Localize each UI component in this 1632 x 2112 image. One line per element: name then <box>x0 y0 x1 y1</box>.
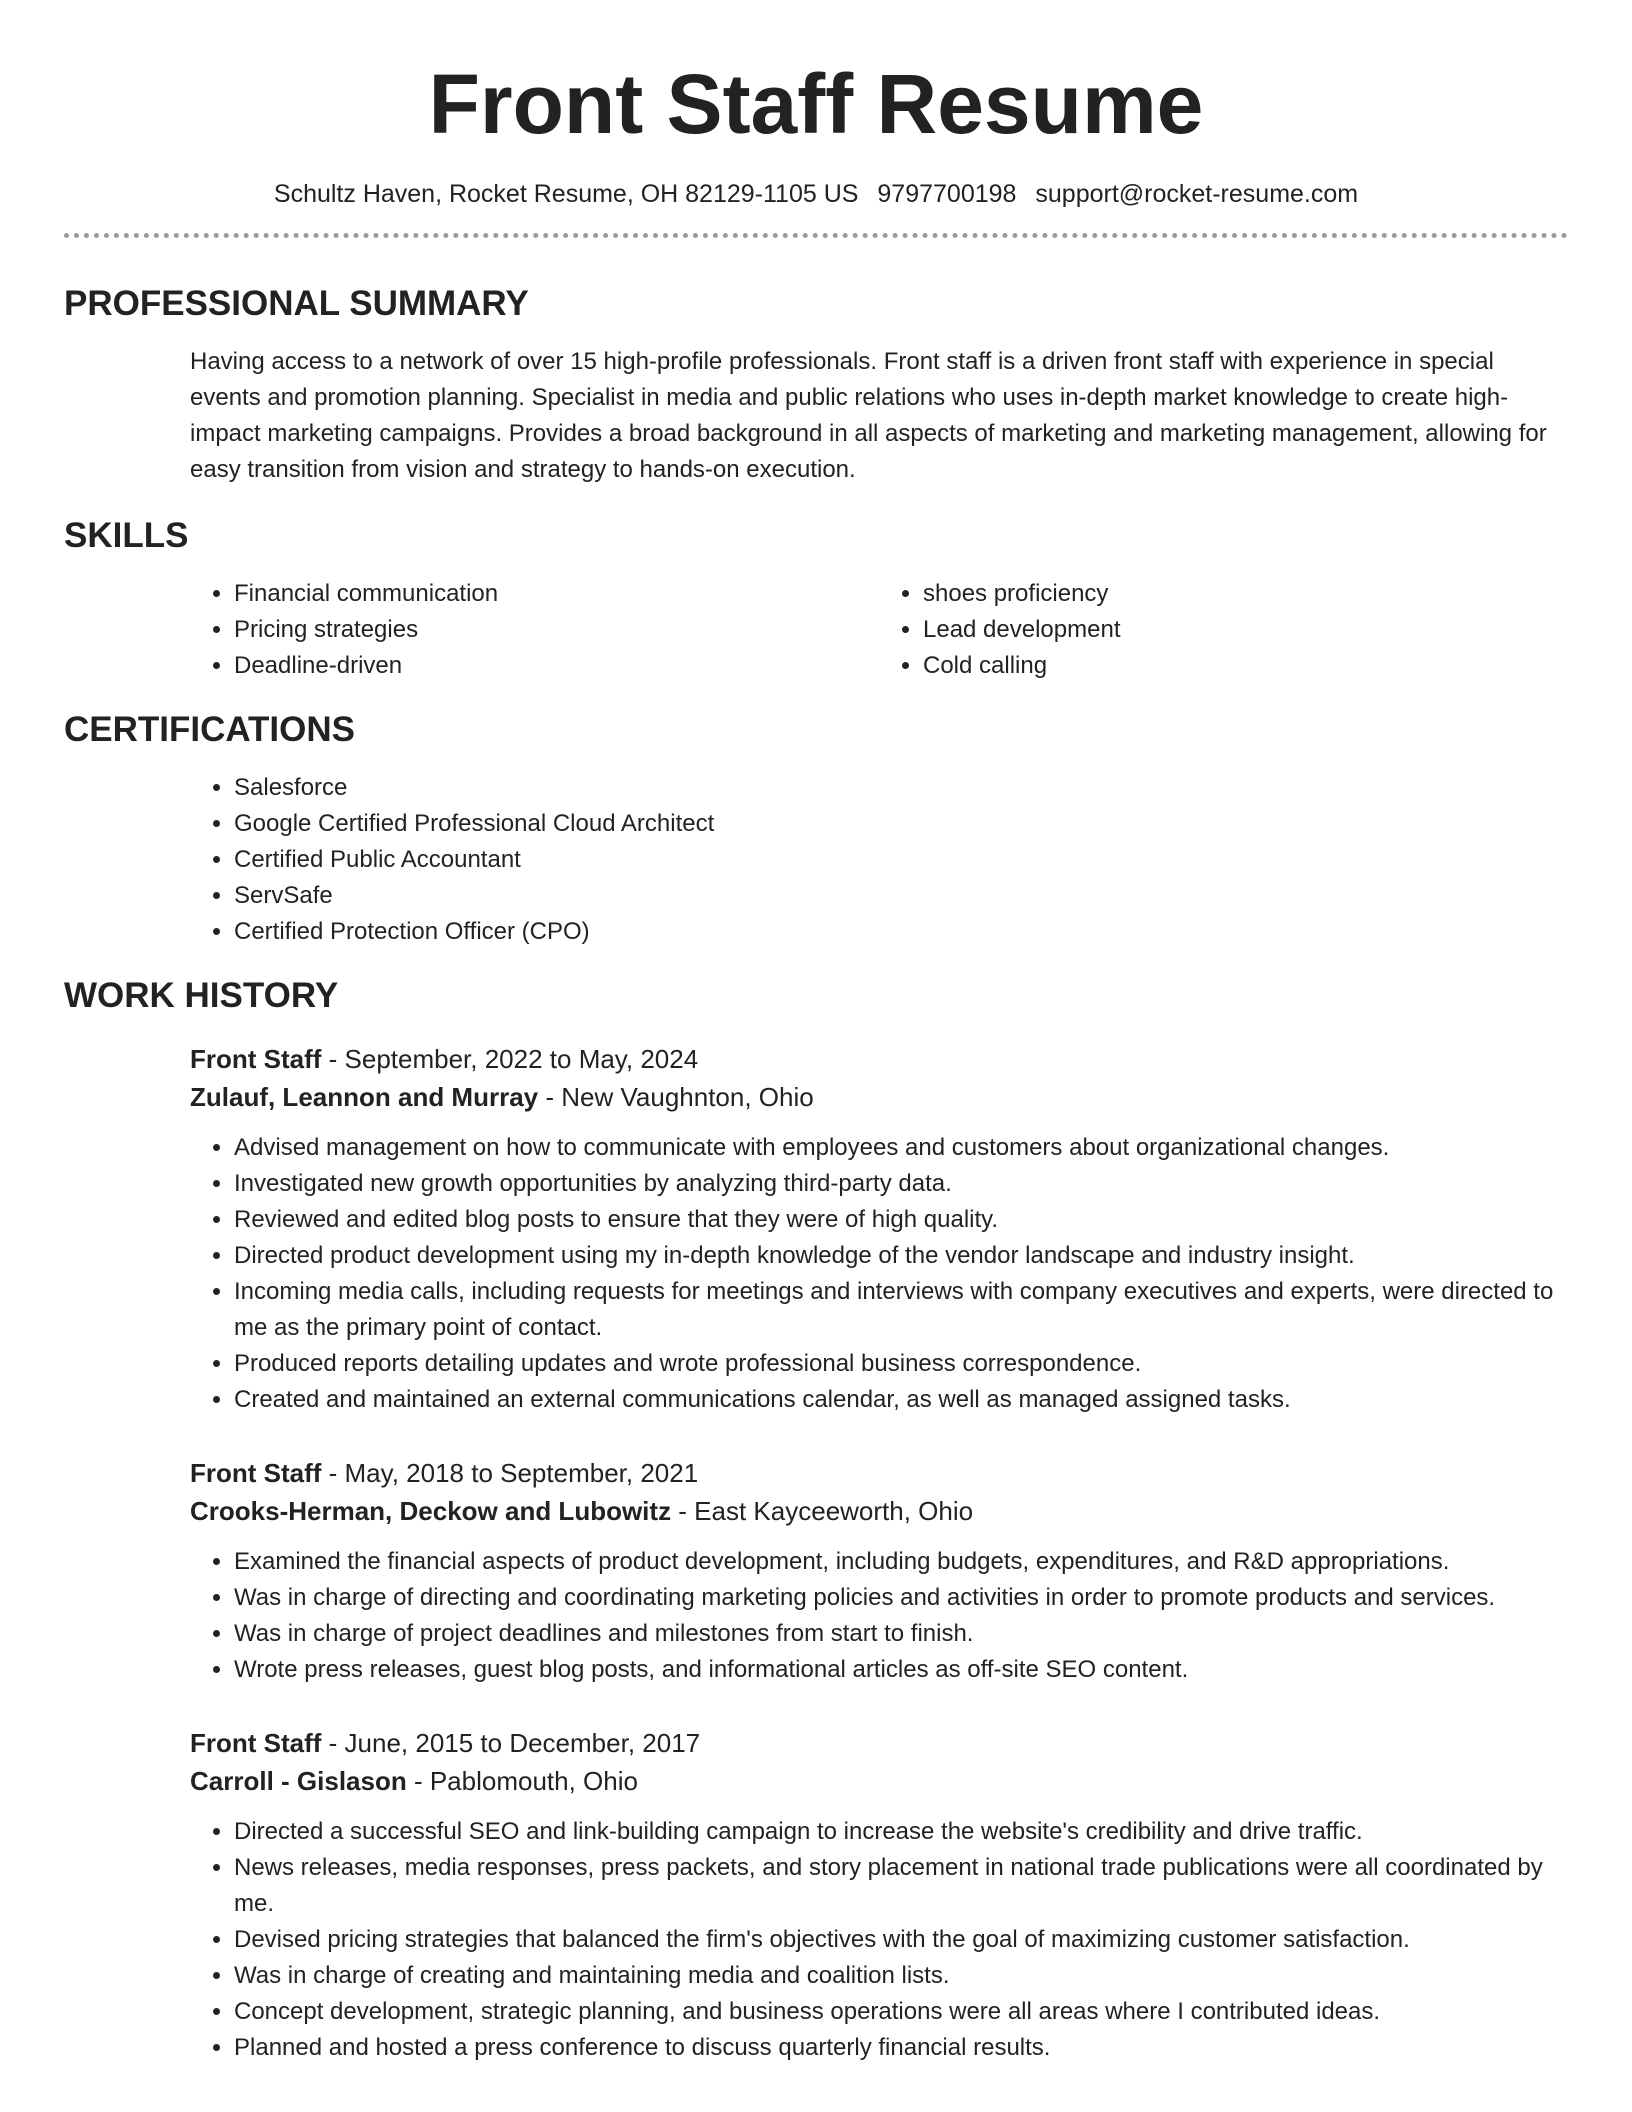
job-bullet: • Produced reports detailing updates and wrote professional business correspondence. <box>234 1346 1568 1382</box>
job-bullet: • Was in charge of creating and maintaining media and coalition lists. <box>234 1958 1568 1994</box>
skill-item: • Lead development <box>923 612 1568 648</box>
job-role: Front Staff <box>190 1458 322 1488</box>
job-bullet-list <box>190 1814 1568 2066</box>
contact-phone: 9797700198 <box>877 180 1017 208</box>
job-bullet: • Was in charge of project deadlines and milestones from start to finish. <box>234 1616 1568 1652</box>
job-dates: - June, 2015 to December, 2017 <box>321 1728 701 1758</box>
job-company-line <box>190 1078 1568 1116</box>
job-bullet: • Wrote press releases, guest blog posts, and informational articles as off-site SEO content. <box>234 1652 1568 1688</box>
work-history-heading: WORK HISTORY <box>64 976 339 1015</box>
job-entry <box>190 1724 1568 2066</box>
contact-address: Schultz Haven, Rocket Resume, OH 82129-1105 US <box>273 180 859 208</box>
job-entry <box>190 1454 1568 1688</box>
job-bullet: • Incoming media calls, including requests for meetings and interviews with company executives and experts, were directed to me as the primary point of contact. <box>234 1274 1568 1346</box>
skill-item: • shoes proficiency <box>923 576 1568 612</box>
summary-text: Having access to a network of over 15 high-profile professionals. Front staff is a driven front staff with experience in special events and promotion planning. Specialist in media and public relations who uses in-depth market knowledge to create high-impact marketing campaigns. Provides a broad background in all aspects of marketing and marketing management, allowing for easy transition from vision and strategy to hands-on execution. <box>190 348 1547 483</box>
job-bullet: • Directed product development using my in-depth knowledge of the vendor landscape and industry insight. <box>234 1238 1568 1274</box>
skills-list-right <box>879 576 1568 684</box>
skill-item: • Deadline-driven <box>234 648 879 684</box>
job-bullet-list <box>190 1130 1568 1418</box>
skill-item: • Cold calling <box>923 648 1568 684</box>
certifications-heading: CERTIFICATIONS <box>64 710 356 749</box>
certification-item: • ServSafe <box>234 878 1568 914</box>
skill-item: • Financial communication <box>234 576 879 612</box>
certification-item: • Certified Public Accountant <box>234 842 1568 878</box>
certification-item: • Certified Protection Officer (CPO) <box>234 914 1568 950</box>
job-bullet: • Examined the financial aspects of product development, including budgets, expenditures, and R&D appropriations. <box>234 1544 1568 1580</box>
certifications-block <box>190 770 1568 950</box>
job-role-line <box>190 1454 1568 1492</box>
certifications-list <box>190 770 1568 950</box>
job-role: Front Staff <box>190 1728 322 1758</box>
job-bullet: • Reviewed and edited blog posts to ensure that they were of high quality. <box>234 1202 1568 1238</box>
job-bullet: • Planned and hosted a press conference to discuss quarterly financial results. <box>234 2030 1568 2066</box>
resume-title: Front Staff Resume <box>428 57 1204 151</box>
job-location: - New Vaughnton, Ohio <box>538 1082 814 1112</box>
certification-item: • Google Certified Professional Cloud Architect <box>234 806 1568 842</box>
header-divider <box>64 233 1568 238</box>
certification-item: • Salesforce <box>234 770 1568 806</box>
job-bullet: • Advised management on how to communicate with employees and customers about organizational changes. <box>234 1130 1568 1166</box>
contact-line <box>64 178 1568 210</box>
job-entry <box>190 1040 1568 1418</box>
job-company: Zulauf, Leannon and Murray <box>190 1082 539 1112</box>
contact-email: support@rocket-resume.com <box>1035 180 1359 208</box>
job-bullet: • Directed a successful SEO and link-building campaign to increase the website's credibility and drive traffic. <box>234 1814 1568 1850</box>
job-bullet: • Concept development, strategic planning, and business operations were all areas where I contributed ideas. <box>234 1994 1568 2030</box>
job-bullet: • Devised pricing strategies that balanced the firm's objectives with the goal of maximizing customer satisfaction. <box>234 1922 1568 1958</box>
job-bullet: • News releases, media responses, press packets, and story placement in national trade publications were all coordinated by me. <box>234 1850 1568 1922</box>
job-bullet: • Was in charge of directing and coordinating marketing policies and activities in order to promote products and services. <box>234 1580 1568 1616</box>
skill-item: • Pricing strategies <box>234 612 879 648</box>
job-dates: - May, 2018 to September, 2021 <box>321 1458 699 1488</box>
job-bullet: • Created and maintained an external communications calendar, as well as managed assigned tasks. <box>234 1382 1568 1418</box>
job-dates: - September, 2022 to May, 2024 <box>321 1044 699 1074</box>
job-role-line <box>190 1040 1568 1078</box>
job-company: Crooks-Herman, Deckow and Lubowitz <box>190 1496 672 1526</box>
job-location: - Pablomouth, Ohio <box>406 1766 638 1796</box>
job-company-line <box>190 1762 1568 1800</box>
job-bullet-list <box>190 1544 1568 1688</box>
skills-grid <box>190 576 1568 684</box>
job-location: - East Kayceeworth, Ohio <box>671 1496 974 1526</box>
job-company: Carroll - Gislason <box>190 1766 407 1796</box>
skills-list-left <box>190 576 879 684</box>
summary-heading: PROFESSIONAL SUMMARY <box>64 284 529 323</box>
job-role: Front Staff <box>190 1044 322 1074</box>
job-role-line <box>190 1724 1568 1762</box>
job-bullet: • Investigated new growth opportunities by analyzing third-party data. <box>234 1166 1568 1202</box>
skills-heading: SKILLS <box>64 516 189 555</box>
job-company-line <box>190 1492 1568 1530</box>
